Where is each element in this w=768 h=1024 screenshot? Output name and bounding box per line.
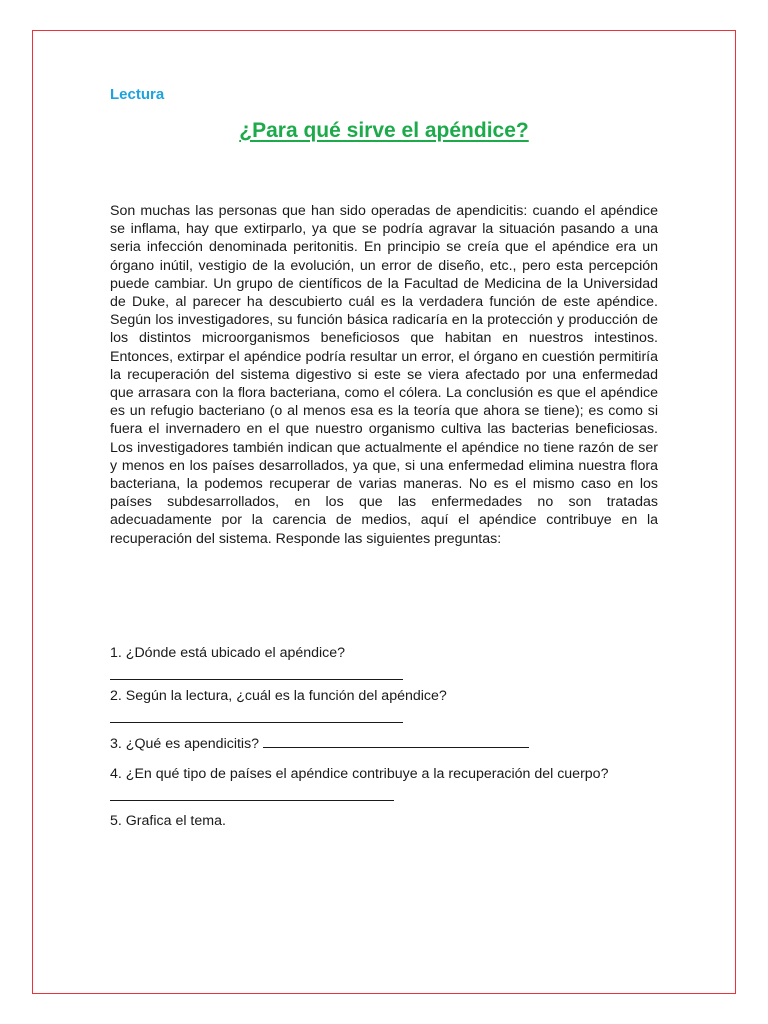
reading-paragraph: Son muchas las personas que han sido operadas de apendicitis: cuando el apéndice se inflama, hay que extirparlo, ya que se podría agravar la situación pasando a una seria infección denominada peritonitis. En principio se creía que el apéndice era un órgano inútil, vestigio de la evolución, un error de diseño, etc., pero esta percepción puede cambiar. Un grupo de científicos de la Facultad de Medicina de la Universidad de Duke, al parecer ha descubierto cuál es la verdadera función de este apéndice. Según los investigadores, su función básica radicaría en la protección y producción de los distintos microorganismos beneficiosos que habitan en nuestros intestinos. Entonces, extirpar el apéndice podría resultar un error, el órgano en cuestión permitiría la recuperación del sistema digestivo si este se viera afectado por una enfermedad que arrasara con la flora bacteriana, como el cólera. La conclusión es que el apéndice es un refugio bacteriano (o al menos esa es la teoría que ahora se tiene); es como si fuera el invernadero en el que nuestro organismo cultiva las bacterias beneficiosas. Los investigadores también indican que actualmente el apéndice no tiene razón de ser y menos en los países desarrollados, ya que, si una enfermedad elimina nuestra flora bacteriana, la podemos recuperar de varias maneras. No es el mismo caso en los países subdesarrollados, en los que las enfermedades no son tratadas adecuadamente por la carencia de medios, aquí el apéndice contribuye en la recuperación del sistema. Responde las siguientes preguntas: <box>110 203 658 547</box>
question-2-text: 2. Según la lectura, ¿cuál es la función del apéndice? <box>110 688 447 704</box>
question-1-answer-line[interactable] <box>110 665 403 680</box>
question-4 <box>110 764 670 801</box>
question-3 <box>110 733 670 754</box>
question-4-answer-line[interactable] <box>110 786 394 801</box>
question-3-answer-line[interactable] <box>263 733 529 748</box>
question-3-text: 3. ¿Qué es apendicitis? <box>110 736 260 752</box>
question-2-answer-line[interactable] <box>110 708 403 723</box>
question-list <box>110 643 670 837</box>
page-title-text: ¿Para qué sirve el apéndice? <box>239 119 529 142</box>
question-2 <box>110 686 670 723</box>
question-1 <box>110 643 670 680</box>
page-title <box>0 119 768 143</box>
question-4-text: 4. ¿En qué tipo de países el apéndice contribuye a la recuperación del cuerpo? <box>110 766 609 782</box>
question-5-text: 5. Grafica el tema. <box>110 813 226 829</box>
question-1-text: 1. ¿Dónde está ubicado el apéndice? <box>110 645 346 661</box>
section-label: Lectura <box>110 86 165 103</box>
question-5 <box>110 811 670 831</box>
